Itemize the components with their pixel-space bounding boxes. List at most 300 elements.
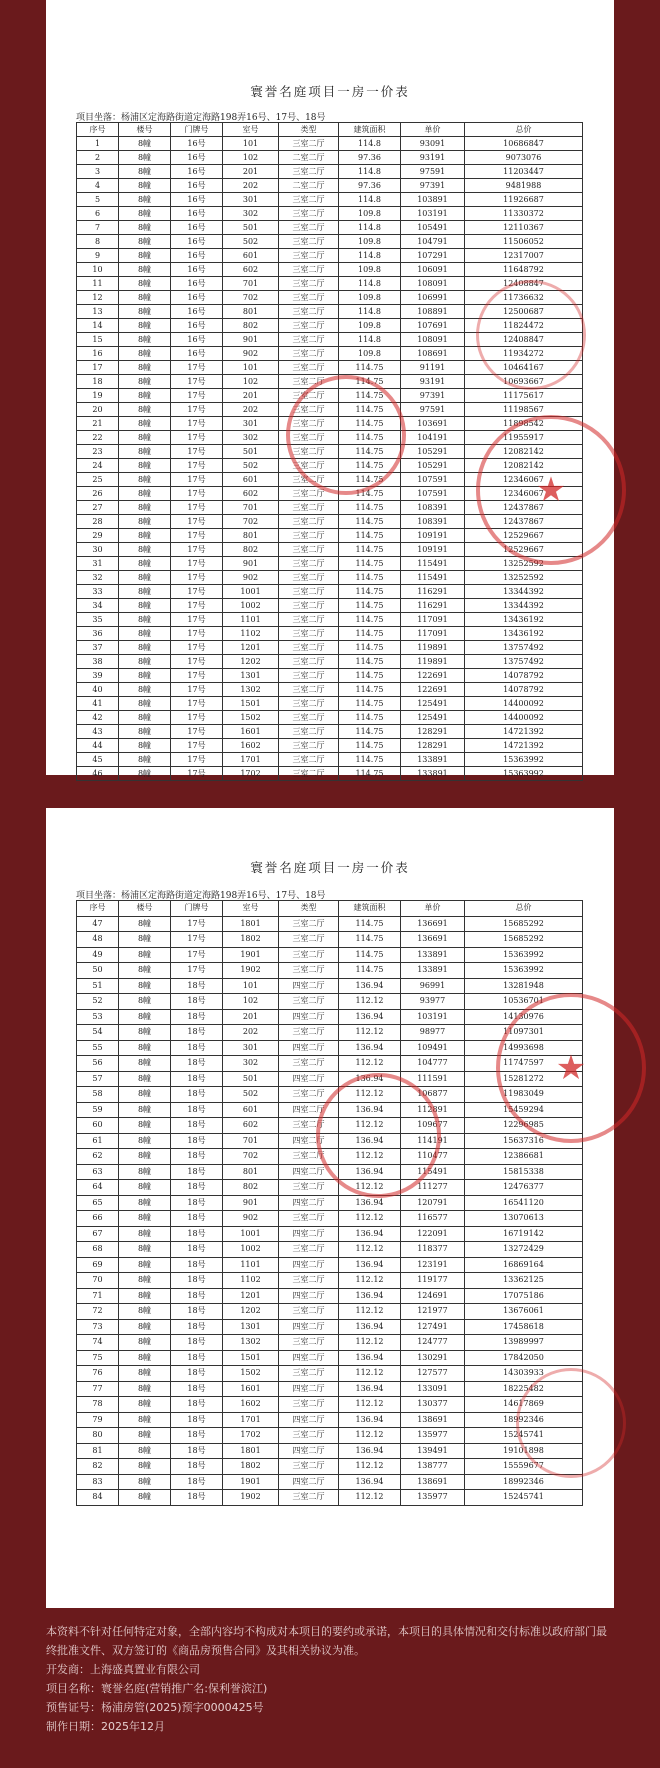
date-text: 制作日期：2025年12月 (46, 1720, 165, 1733)
table-cell: 16号 (171, 221, 223, 235)
table-cell: 三室二厅 (279, 459, 339, 473)
table-cell: 11898542 (465, 417, 583, 431)
price-sheet-page-1 (46, 0, 614, 778)
table-cell: 62 (77, 1149, 119, 1165)
table-cell: 18号 (171, 1211, 223, 1227)
table-cell: 18225482 (465, 1381, 583, 1397)
table-cell: 四室二厅 (279, 1226, 339, 1242)
table-cell: 17号 (171, 683, 223, 697)
table-cell: 109191 (401, 529, 465, 543)
table-cell: 1302 (223, 1335, 279, 1351)
table-cell: 三室二厅 (279, 711, 339, 725)
table-cell: 三室二厅 (279, 417, 339, 431)
table-cell: 41 (77, 697, 119, 711)
table-cell: 三室二厅 (279, 1180, 339, 1196)
table-cell: 三室二厅 (279, 767, 339, 781)
table-cell: 30 (77, 543, 119, 557)
table-cell: 14078792 (465, 683, 583, 697)
table-cell: 16号 (171, 235, 223, 249)
table-cell: 112.12 (339, 1025, 401, 1041)
table-cell: 三室二厅 (279, 249, 339, 263)
table-cell: 18号 (171, 1149, 223, 1165)
table-row (77, 263, 583, 277)
table-cell: 502 (223, 1087, 279, 1103)
table-cell: 45 (77, 753, 119, 767)
table-cell: 16541120 (465, 1195, 583, 1211)
table-cell: 36 (77, 627, 119, 641)
table-cell: 601 (223, 249, 279, 263)
table-row (77, 1071, 583, 1087)
table-cell: 16号 (171, 151, 223, 165)
table-cell: 114.75 (339, 375, 401, 389)
table-cell: 三室二厅 (279, 1149, 339, 1165)
table-cell: 三室二厅 (279, 1335, 339, 1351)
table-cell: 18号 (171, 1474, 223, 1490)
table-cell: 114.75 (339, 753, 401, 767)
table-cell: 三室二厅 (279, 389, 339, 403)
table-cell: 802 (223, 319, 279, 333)
table-cell: 112.12 (339, 1242, 401, 1258)
table-cell: 80 (77, 1428, 119, 1444)
table-cell: 17号 (171, 529, 223, 543)
table-cell: 116577 (401, 1211, 465, 1227)
table-cell: 8幢 (119, 916, 171, 932)
table-cell: 18号 (171, 1102, 223, 1118)
star-icon: ★ (535, 470, 567, 510)
table-cell: 8幢 (119, 1025, 171, 1041)
table-cell: 115491 (401, 1164, 465, 1180)
table-cell: 11198567 (465, 403, 583, 417)
table-cell: 119891 (401, 655, 465, 669)
table-cell: 128291 (401, 725, 465, 739)
table-cell: 8幢 (119, 1164, 171, 1180)
table-cell: 8幢 (119, 1490, 171, 1506)
table-cell: 52 (77, 994, 119, 1010)
table-row (77, 916, 583, 932)
table-cell: 114.75 (339, 515, 401, 529)
table-cell: 三室二厅 (279, 739, 339, 753)
table-cell: 4 (77, 179, 119, 193)
table-cell: 13344392 (465, 585, 583, 599)
table-cell: 8幢 (119, 1242, 171, 1258)
price-table (76, 900, 583, 1506)
table-row (77, 1397, 583, 1413)
table-cell: 12346067 (465, 473, 583, 487)
table-cell: 101 (223, 137, 279, 151)
table-row (77, 529, 583, 543)
table-cell: 17号 (171, 515, 223, 529)
table-cell: 47 (77, 916, 119, 932)
table-cell: 12082142 (465, 445, 583, 459)
table-cell: 114.75 (339, 501, 401, 515)
table-row (77, 1242, 583, 1258)
table-row (77, 445, 583, 459)
table-cell: 107691 (401, 319, 465, 333)
table-cell: 72 (77, 1304, 119, 1320)
table-cell: 18号 (171, 1288, 223, 1304)
page-title: 寰誉名庭项目一房一价表 (250, 860, 410, 875)
table-cell: 9 (77, 249, 119, 263)
table-cell: 17842050 (465, 1350, 583, 1366)
table-cell: 15685292 (465, 932, 583, 948)
table-cell: 三室二厅 (279, 1428, 339, 1444)
table-cell: 139491 (401, 1443, 465, 1459)
table-cell: 112.12 (339, 1459, 401, 1475)
table-cell: 11648792 (465, 263, 583, 277)
table-cell: 1001 (223, 1226, 279, 1242)
table-cell: 8幢 (119, 1102, 171, 1118)
table-cell: 112.12 (339, 1304, 401, 1320)
table-row (77, 473, 583, 487)
table-cell: 114.8 (339, 137, 401, 151)
table-cell: 17号 (171, 417, 223, 431)
table-cell: 8幢 (119, 151, 171, 165)
table-cell: 8幢 (119, 207, 171, 221)
table-cell: 12529667 (465, 529, 583, 543)
table-cell: 302 (223, 207, 279, 221)
table-cell: 3 (77, 165, 119, 179)
table-cell: 108091 (401, 277, 465, 291)
table-cell: 15363992 (465, 947, 583, 963)
table-cell: 18号 (171, 1257, 223, 1273)
table-cell: 127491 (401, 1319, 465, 1335)
project-location: 项目坐落：杨浦区定海路街道定海路198弄16号、17号、18号 (76, 891, 326, 901)
page-title: 寰誉名庭项目一房一价表 (250, 84, 410, 99)
table-cell: 77 (77, 1381, 119, 1397)
table-cell: 11955917 (465, 431, 583, 445)
table-cell: 8幢 (119, 1304, 171, 1320)
table-cell: 901 (223, 557, 279, 571)
table-row (77, 333, 583, 347)
table-cell: 8幢 (119, 585, 171, 599)
table-cell: 17号 (171, 389, 223, 403)
table-cell: 12500687 (465, 305, 583, 319)
table-cell: 17号 (171, 375, 223, 389)
table-cell: 1201 (223, 641, 279, 655)
table-cell: 97391 (401, 179, 465, 193)
table-cell: 8幢 (119, 249, 171, 263)
table-cell: 136.94 (339, 1164, 401, 1180)
table-cell: 97591 (401, 165, 465, 179)
table-cell: 18号 (171, 994, 223, 1010)
table-row (77, 1149, 583, 1165)
table-cell: 136.94 (339, 1226, 401, 1242)
table-cell: 60 (77, 1118, 119, 1134)
table-cell: 109191 (401, 543, 465, 557)
table-cell: 136.94 (339, 1443, 401, 1459)
table-cell: 三室二厅 (279, 207, 339, 221)
table-cell: 16号 (171, 207, 223, 221)
table-row (77, 1428, 583, 1444)
table-cell: 75 (77, 1350, 119, 1366)
table-cell: 122691 (401, 683, 465, 697)
table-cell: 32 (77, 571, 119, 585)
table-cell: 四室二厅 (279, 1195, 339, 1211)
table-cell: 四室二厅 (279, 1071, 339, 1087)
table-cell: 三室二厅 (279, 557, 339, 571)
table-cell: 108891 (401, 305, 465, 319)
table-cell: 61 (77, 1133, 119, 1149)
table-cell: 13252592 (465, 557, 583, 571)
table-cell: 33 (77, 585, 119, 599)
table-cell: 42 (77, 711, 119, 725)
table-cell: 63 (77, 1164, 119, 1180)
table-cell: 18号 (171, 1025, 223, 1041)
table-cell: 三室二厅 (279, 473, 339, 487)
table-row (77, 1226, 583, 1242)
table-cell: 三室二厅 (279, 1118, 339, 1134)
table-cell: 14617869 (465, 1397, 583, 1413)
table-cell: 103691 (401, 417, 465, 431)
table-cell: 三室二厅 (279, 627, 339, 641)
table-cell: 109.8 (339, 207, 401, 221)
table-cell: 702 (223, 291, 279, 305)
table-cell: 70 (77, 1273, 119, 1289)
table-row (77, 1490, 583, 1506)
table-cell: 15363992 (465, 767, 583, 781)
table-cell: 18992346 (465, 1412, 583, 1428)
table-cell: 8幢 (119, 557, 171, 571)
table-cell: 16号 (171, 179, 223, 193)
table-cell: 114.8 (339, 305, 401, 319)
column-header: 序号 (77, 123, 119, 137)
table-row (77, 417, 583, 431)
table-cell: 11824472 (465, 319, 583, 333)
table-cell: 17号 (171, 473, 223, 487)
table-cell: 24 (77, 459, 119, 473)
table-row (77, 1273, 583, 1289)
table-cell: 四室二厅 (279, 1319, 339, 1335)
table-cell: 108091 (401, 333, 465, 347)
table-cell: 11 (77, 277, 119, 291)
table-cell: 18号 (171, 1428, 223, 1444)
permit-text: 预售证号：杨浦房管(2025)预字0000425号 (46, 1701, 264, 1714)
table-cell: 三室二厅 (279, 1056, 339, 1072)
table-cell: 138777 (401, 1459, 465, 1475)
table-cell: 701 (223, 1133, 279, 1149)
table-cell: 1501 (223, 1350, 279, 1366)
table-cell: 16号 (171, 263, 223, 277)
table-cell: 202 (223, 179, 279, 193)
table-cell: 136691 (401, 916, 465, 932)
table-cell: 136.94 (339, 1288, 401, 1304)
table-cell: 1701 (223, 1412, 279, 1428)
table-cell: 136.94 (339, 1350, 401, 1366)
table-cell: 三室二厅 (279, 291, 339, 305)
table-cell: 8幢 (119, 515, 171, 529)
table-row (77, 151, 583, 165)
table-cell: 11747597 (465, 1056, 583, 1072)
table-cell: 三室二厅 (279, 137, 339, 151)
table-cell: 114.75 (339, 417, 401, 431)
table-cell: 8幢 (119, 767, 171, 781)
table-cell: 602 (223, 263, 279, 277)
table-cell: 124691 (401, 1288, 465, 1304)
table-row (77, 1335, 583, 1351)
table-cell: 8幢 (119, 1273, 171, 1289)
table-cell: 8幢 (119, 263, 171, 277)
table-cell: 125491 (401, 697, 465, 711)
table-cell: 三室二厅 (279, 963, 339, 979)
table-cell: 46 (77, 767, 119, 781)
table-cell: 114.75 (339, 361, 401, 375)
table-cell: 702 (223, 1149, 279, 1165)
table-cell: 三室二厅 (279, 1211, 339, 1227)
table-cell: 91191 (401, 361, 465, 375)
table-cell: 108391 (401, 501, 465, 515)
table-cell: 133891 (401, 947, 465, 963)
table-cell: 12437867 (465, 515, 583, 529)
table-cell: 三室二厅 (279, 1490, 339, 1506)
table-cell: 13362125 (465, 1273, 583, 1289)
table-cell: 三室二厅 (279, 431, 339, 445)
table-cell: 136.94 (339, 1009, 401, 1025)
table-cell: 15459294 (465, 1102, 583, 1118)
table-cell: 118377 (401, 1242, 465, 1258)
table-cell: 11983049 (465, 1087, 583, 1103)
table-row (77, 1102, 583, 1118)
table-cell: 112891 (401, 1102, 465, 1118)
table-cell: 1802 (223, 932, 279, 948)
column-header: 单价 (401, 901, 465, 917)
table-cell: 136.94 (339, 1381, 401, 1397)
table-cell: 54 (77, 1025, 119, 1041)
table-row (77, 599, 583, 613)
table-cell: 136.94 (339, 1133, 401, 1149)
table-cell: 8幢 (119, 613, 171, 627)
table-cell: 39 (77, 669, 119, 683)
table-cell: 1101 (223, 1257, 279, 1273)
table-row (77, 1211, 583, 1227)
table-cell: 109.8 (339, 347, 401, 361)
table-cell: 11506052 (465, 235, 583, 249)
table-cell: 12386681 (465, 1149, 583, 1165)
table-row (77, 1180, 583, 1196)
table-cell: 1802 (223, 1459, 279, 1475)
table-cell: 17号 (171, 947, 223, 963)
table-row (77, 389, 583, 403)
table-row (77, 459, 583, 473)
table-cell: 122091 (401, 1226, 465, 1242)
table-cell: 17号 (171, 431, 223, 445)
table-cell: 114.75 (339, 932, 401, 948)
table-cell: 14 (77, 319, 119, 333)
table-cell: 1102 (223, 627, 279, 641)
table-cell: 801 (223, 305, 279, 319)
table-cell: 三室二厅 (279, 347, 339, 361)
table-cell: 114.75 (339, 725, 401, 739)
table-cell: 109.8 (339, 263, 401, 277)
column-header: 室号 (223, 901, 279, 917)
table-cell: 14400092 (465, 711, 583, 725)
table-cell: 102 (223, 151, 279, 165)
table-cell: 三室二厅 (279, 375, 339, 389)
table-cell: 三室二厅 (279, 571, 339, 585)
table-cell: 三室二厅 (279, 277, 339, 291)
column-header: 单价 (401, 123, 465, 137)
table-cell: 8幢 (119, 221, 171, 235)
table-cell: 12476377 (465, 1180, 583, 1196)
table-cell: 10686847 (465, 137, 583, 151)
table-row (77, 963, 583, 979)
table-cell: 16号 (171, 333, 223, 347)
table-cell: 三室二厅 (279, 1366, 339, 1382)
table-cell: 802 (223, 1180, 279, 1196)
table-cell: 112.12 (339, 1211, 401, 1227)
table-cell: 26 (77, 487, 119, 501)
table-cell: 116291 (401, 585, 465, 599)
table-cell: 109677 (401, 1118, 465, 1134)
table-cell: 93191 (401, 151, 465, 165)
table-row (77, 725, 583, 739)
table-cell: 16869164 (465, 1257, 583, 1273)
table-cell: 14303933 (465, 1366, 583, 1382)
table-cell: 38 (77, 655, 119, 669)
table-cell: 114.75 (339, 739, 401, 753)
table-cell: 97391 (401, 389, 465, 403)
table-cell: 8幢 (119, 361, 171, 375)
table-cell: 13436192 (465, 613, 583, 627)
table-row (77, 1195, 583, 1211)
table-cell: 8幢 (119, 165, 171, 179)
table-cell: 18号 (171, 1164, 223, 1180)
table-cell: 8幢 (119, 711, 171, 725)
table-cell: 901 (223, 1195, 279, 1211)
table-cell: 15559677 (465, 1459, 583, 1475)
table-row (77, 767, 583, 781)
table-cell: 四室二厅 (279, 1443, 339, 1459)
table-cell: 8幢 (119, 1226, 171, 1242)
table-cell: 112.12 (339, 1180, 401, 1196)
table-cell: 8幢 (119, 333, 171, 347)
table-cell: 8幢 (119, 932, 171, 948)
table-cell: 15363992 (465, 753, 583, 767)
table-row (77, 319, 583, 333)
table-row (77, 585, 583, 599)
table-cell: 7 (77, 221, 119, 235)
table-cell: 14400092 (465, 697, 583, 711)
table-cell: 34 (77, 599, 119, 613)
table-cell: 8幢 (119, 1459, 171, 1475)
table-cell: 201 (223, 1009, 279, 1025)
table-cell: 10464167 (465, 361, 583, 375)
table-row (77, 1164, 583, 1180)
table-cell: 8幢 (119, 389, 171, 403)
table-cell: 44 (77, 739, 119, 753)
column-header: 楼号 (119, 123, 171, 137)
table-cell: 114.75 (339, 571, 401, 585)
table-cell: 1502 (223, 711, 279, 725)
table-cell: 17号 (171, 916, 223, 932)
table-cell: 105291 (401, 445, 465, 459)
table-cell: 112.12 (339, 1335, 401, 1351)
table-cell: 12529667 (465, 543, 583, 557)
table-cell: 三室二厅 (279, 221, 339, 235)
table-cell: 201 (223, 389, 279, 403)
table-cell: 11203447 (465, 165, 583, 179)
table-row (77, 1459, 583, 1475)
column-header: 门牌号 (171, 123, 223, 137)
table-cell: 133891 (401, 767, 465, 781)
table-cell: 四室二厅 (279, 1102, 339, 1118)
table-cell: 114.8 (339, 333, 401, 347)
table-cell: 8幢 (119, 1118, 171, 1134)
table-cell: 17458618 (465, 1319, 583, 1335)
table-cell: 1202 (223, 655, 279, 669)
table-cell: 106877 (401, 1087, 465, 1103)
table-cell: 21 (77, 417, 119, 431)
table-cell: 18号 (171, 1040, 223, 1056)
